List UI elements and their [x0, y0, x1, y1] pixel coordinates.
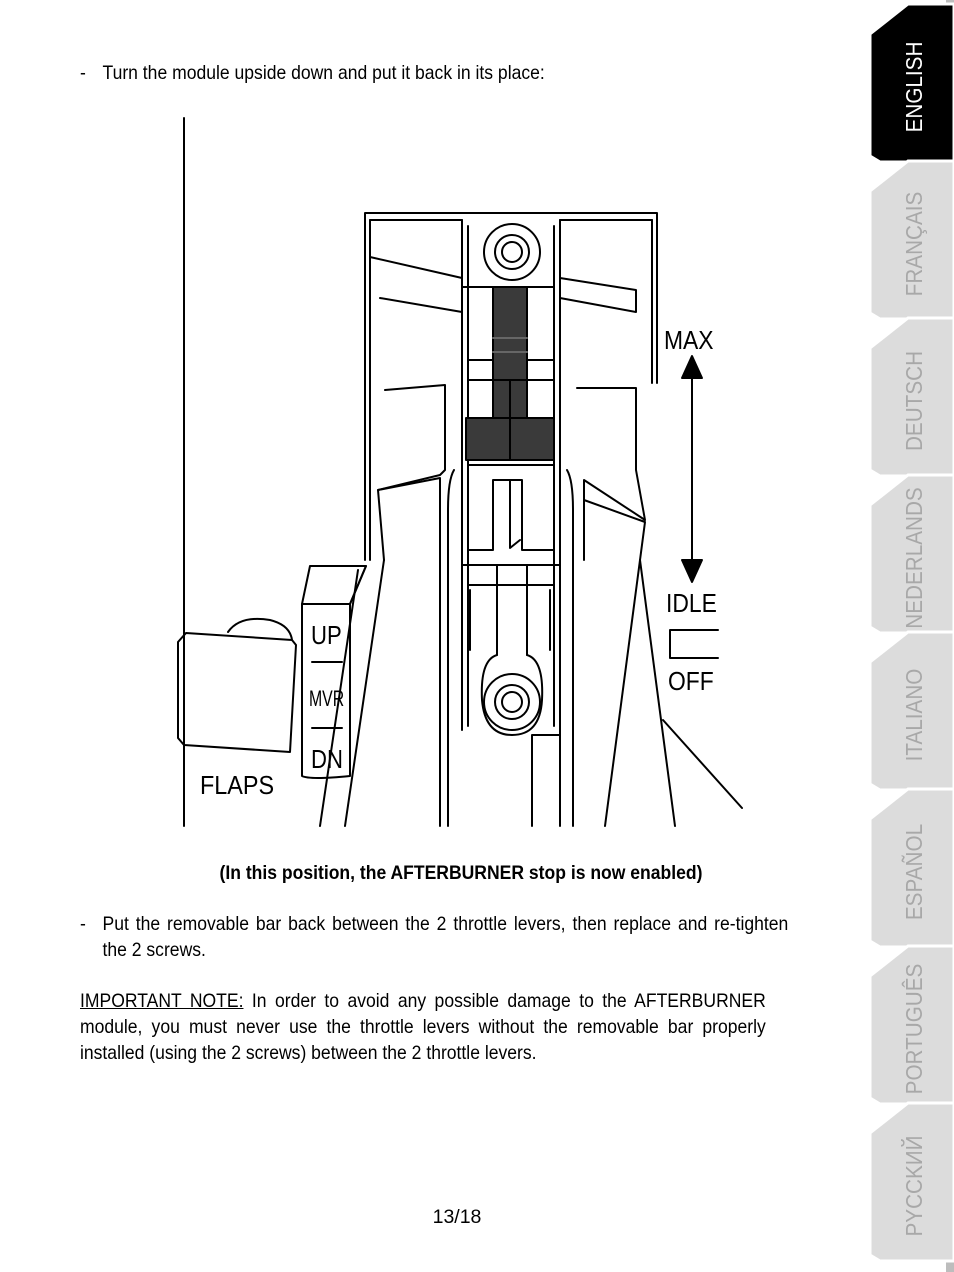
tab-label: DEUTSCH: [901, 350, 928, 452]
important-note-text: In order to avoid any possible damage to the AFTERBURNER module, you must never use the throttle levers without the removable bar properly installed (using the 2 screws) between the 2 throttle levers.: [80, 990, 766, 1064]
arrow-down-icon: [682, 560, 702, 582]
left-throttle-lever: [378, 385, 445, 560]
tab-label: ESPAÑOL: [901, 823, 928, 921]
tab-español[interactable]: [870, 789, 954, 947]
idle-label: IDLE: [666, 589, 717, 619]
tab-label: PYCCKИЙ: [901, 1135, 928, 1237]
bullet-dash: -: [80, 62, 86, 84]
bottom-screw-center: [502, 692, 522, 712]
tab-label: ENGLISH: [901, 41, 928, 133]
bottom-screw-outer: [484, 674, 540, 730]
top-screw-ring: [495, 235, 529, 269]
flaps-label: FLAPS: [200, 771, 275, 801]
bullet-dash: -: [80, 913, 86, 935]
flaps-button: [178, 633, 296, 752]
bottom-screw-ring: [495, 685, 529, 719]
off-label: OFF: [668, 667, 714, 697]
max-label: MAX: [664, 326, 714, 356]
tab-italiano[interactable]: [870, 632, 954, 790]
tab-label: NEDERLANDS: [901, 487, 928, 629]
tab-deutsch[interactable]: [870, 318, 954, 476]
off-detent: [670, 630, 718, 658]
important-note: [80, 988, 766, 1066]
instruction-2-text: Put the removable bar back between the 2 throttle levers, then replace and re-tighten the 2 screws.: [102, 913, 789, 961]
dn-label: DN: [311, 745, 343, 775]
tab-label: PORTUGUÊS: [901, 963, 928, 1095]
figure-caption: (In this position, the AFTERBURNER stop is now enabled): [219, 862, 703, 884]
up-label: UP: [311, 621, 342, 651]
tab-français[interactable]: [870, 161, 954, 319]
tab-nederlands[interactable]: [870, 475, 954, 633]
arrow-up-icon: [682, 356, 702, 378]
language-tabs: [866, 0, 954, 1272]
instruction-1-text: Turn the module upside down and put it back in its place:: [102, 62, 545, 84]
important-note-label: IMPORTANT NOTE:: [80, 990, 244, 1012]
tab-pycckий[interactable]: [870, 1103, 954, 1261]
lever-base: [482, 655, 542, 735]
tab-label: FRANÇAIS: [901, 191, 928, 297]
lever-stem: [497, 565, 527, 655]
top-screw-outer: [484, 224, 540, 280]
right-edge-line: [663, 720, 742, 808]
top-screw-center: [502, 242, 522, 262]
tab-english[interactable]: [870, 4, 954, 162]
tab-label: ITALIANO: [901, 668, 928, 762]
instruction-2: [80, 911, 788, 963]
left-panel-top: [370, 257, 462, 278]
mvr-label: MVR: [309, 687, 345, 712]
tab-português[interactable]: [870, 946, 954, 1104]
right-throttle-lever: [577, 388, 645, 560]
page-number: 13/18: [432, 1206, 482, 1228]
